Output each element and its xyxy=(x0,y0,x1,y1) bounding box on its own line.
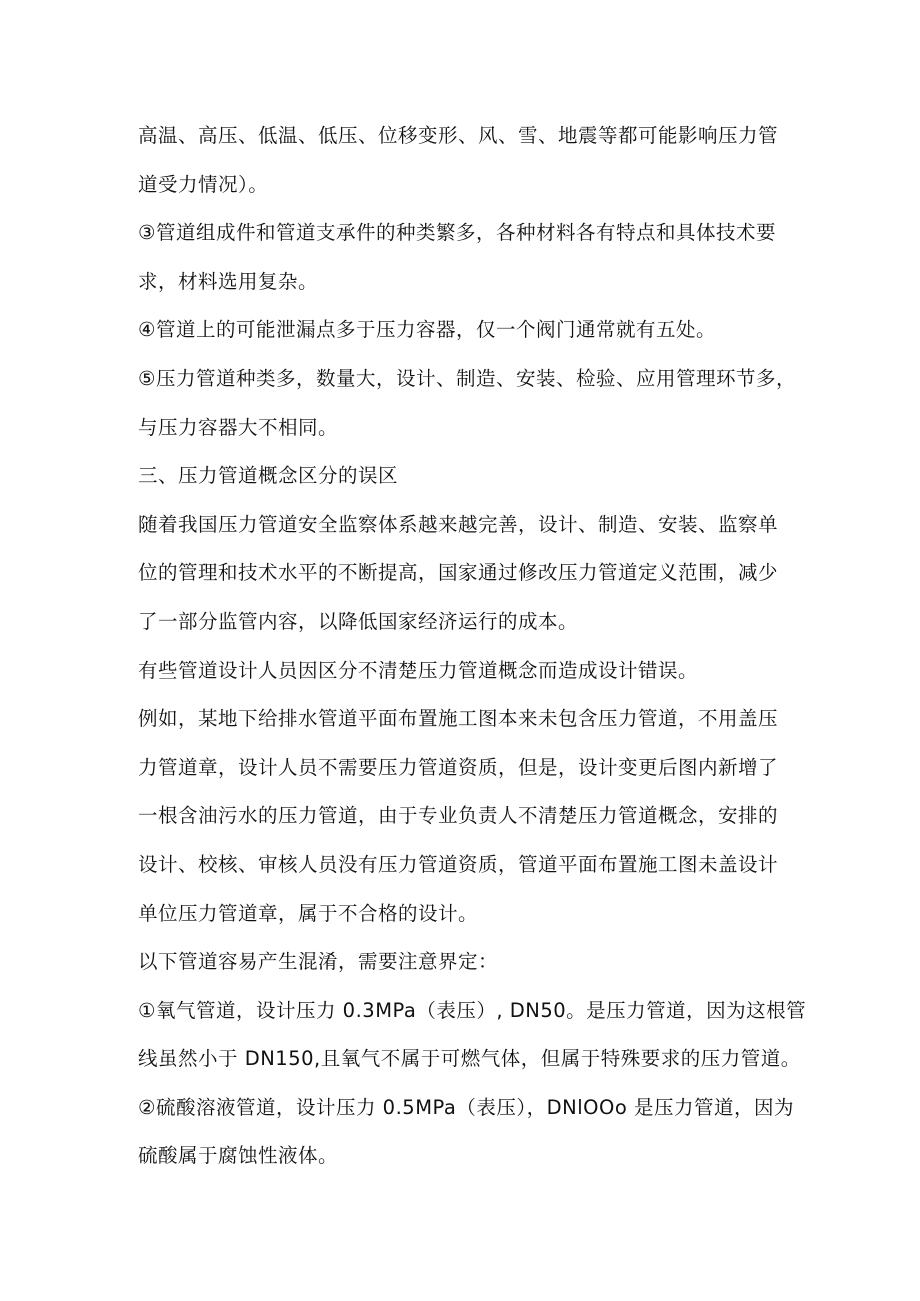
text-line: ③管道组成件和管道支承件的种类繁多，各种材料各有特点和具体技术要 xyxy=(138,221,776,245)
text-line: 与压力容器大不相同。 xyxy=(138,415,339,439)
text-line: ①氧气管道，设计压力 0.3MPa（表压）, DN50。是压力管道，因为这根管 xyxy=(138,998,807,1022)
text-line: 力管道章，设计人员不需要压力管道资质，但是，设计变更后图内新增了 xyxy=(138,755,779,779)
text-line: 以下管道容易产生混淆，需要注意界定： xyxy=(138,950,499,974)
text-line: 设计、校核、审核人员没有压力管道资质，管道平面布置施工图未盖设计 xyxy=(138,852,779,876)
text-line: 一根含油污水的压力管道，由于专业负责人不清楚压力管道概念，安排的 xyxy=(138,804,779,828)
text-line: 单位压力管道章，属于不合格的设计。 xyxy=(138,901,479,925)
text-line: 有些管道设计人员因区分不清楚压力管道概念而造成设计错误。 xyxy=(138,658,699,682)
text-line: ④管道上的可能泄漏点多于压力容器，仅一个阀门通常就有五处。 xyxy=(138,318,716,342)
text-line: 求，材料选用复杂。 xyxy=(138,269,319,293)
text-line: ⑤压力管道种类多，数量大，设计、制造、安装、检验、应用管理环节多， xyxy=(138,366,796,390)
text-line: 位的管理和技术水平的不断提高，国家通过修改压力管道定义范围，减少 xyxy=(138,561,779,585)
section-heading: 三、压力管道概念区分的误区 xyxy=(138,464,399,488)
text-line: ②硫酸溶液管道，设计压力 0.5MPa（表压），DNlOOo 是压力管道，因为 xyxy=(138,1095,794,1119)
text-line: 随着我国压力管道安全监察体系越来越完善，设计、制造、安装、监察单 xyxy=(138,512,779,536)
text-line: 道受力情况）。 xyxy=(138,172,269,196)
text-line: 线虽然小于 DN150,且氧气不属于可燃气体，但属于特殊要求的压力管道。 xyxy=(138,1047,801,1071)
text-line: 了一部分监管内容，以降低国家经济运行的成本。 xyxy=(138,609,579,633)
text-line: 例如，某地下给排水管道平面布置施工图本来未包含压力管道，不用盖压 xyxy=(138,707,779,731)
text-line: 高温、高压、低温、低压、位移变形、风、雪、地震等都可能影响压力管 xyxy=(138,124,779,147)
text-line: 硫酸属于腐蚀性液体。 xyxy=(138,1144,339,1168)
body-text xyxy=(138,112,807,1181)
